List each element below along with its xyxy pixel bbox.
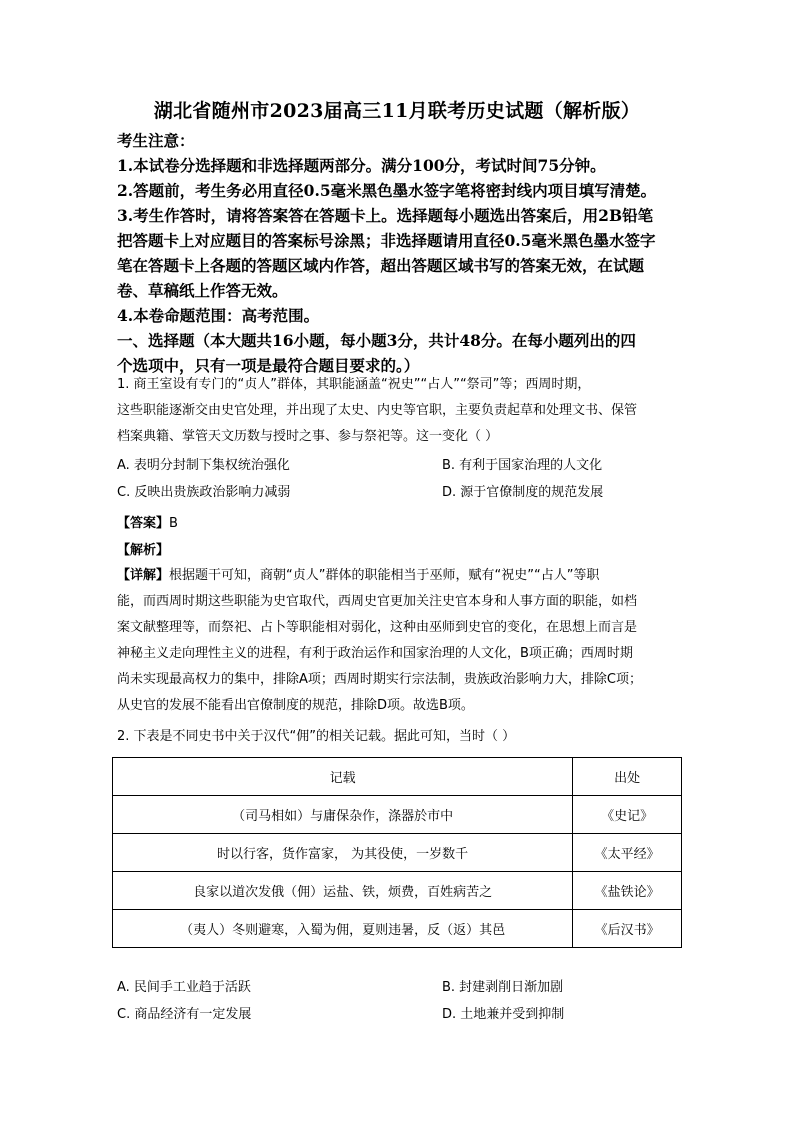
question-1-options: [117, 454, 687, 508]
table-row: [113, 910, 682, 948]
answer-label: 【答案】: [117, 516, 170, 531]
option-c: C. 反映出贵族政治影响力减弱: [117, 485, 291, 500]
option-row: [117, 481, 687, 508]
table-cell: 《盐铁论》: [573, 872, 682, 910]
exam-notice: [117, 128, 687, 378]
option-d: D. 源于官僚制度的规范发展: [442, 485, 604, 500]
table-row: [113, 872, 682, 910]
table-header: 记载: [113, 758, 573, 796]
table-header-row: [113, 758, 682, 796]
question-line: 1. 商王室设有专门的“贞人”群体，其职能涵盖“祝史”“占人”“祭司”等；西周时期，: [117, 377, 591, 392]
records-table: [112, 757, 682, 948]
detail-line: 尚未实现最高权力的集中，排除A项；西周时期实行宗法制，贵族政治影响力大，排除C项；: [117, 672, 642, 687]
detail-line: 能，而西周时期这些职能为史官取代，西周史官更加关注史官本身和人事方面的职能，如档: [117, 594, 638, 609]
option-row: [117, 976, 687, 1003]
question-1-stem: [117, 372, 687, 450]
notice-line: 2.答题前，考生务必用直径0.5毫米黑色墨水签字笔将密封线内项目填写清楚。: [117, 181, 657, 200]
notice-line: 4.本卷命题范围：高考范围。: [117, 306, 320, 325]
table-cell: 良家以道次发俄（佣）运盐、铁，烦费，百姓病苦之: [113, 872, 573, 910]
table-cell: 《史记》: [573, 796, 682, 834]
detail-label: 【详解】: [117, 568, 170, 583]
notice-heading: 考生注意：: [117, 131, 195, 150]
table-header: 出处: [573, 758, 682, 796]
question-line: 这些职能逐渐交由史官处理，并出现了太史、内史等官职，主要负责起草和处理文书、保管: [117, 403, 638, 418]
detail-text: 根据题干可知，商朝“贞人”群体的职能相当于巫师，赋有“祝史”“占人”等职: [169, 568, 600, 583]
section-heading: 个选项中，只有一项是最符合题目要求的。）: [117, 356, 420, 375]
section-heading: 一、选择题（本大题共16小题，每小题3分，共计48分。在每小题列出的四: [117, 331, 636, 350]
notice-line: 笔在答题卡上各题的答题区域内作答，超出答题区域书写的答案无效，在试题: [117, 256, 645, 275]
question-2-stem: [117, 724, 687, 750]
page-title: 湖北省随州市2023届高三11月联考历史试题（解析版）: [153, 100, 641, 122]
notice-line: 1.本试卷分选择题和非选择题两部分。满分100分，考试时间75分钟。: [117, 156, 606, 175]
table-row: [113, 834, 682, 872]
detail-line: 神秘主义走向理性主义的进程，有利于政治运作和国家治理的人文化，B项正确；西周时期: [117, 646, 633, 661]
question-2-options: [117, 976, 687, 1030]
option-b: B. 有利于国家治理的人文化: [442, 458, 603, 473]
table-cell: 《后汉书》: [573, 910, 682, 948]
question-line: 档案典籍、掌管天文历数与授时之事、参与祭祀等。这一变化（ ）: [117, 429, 499, 444]
option-a: A. 表明分封制下集权统治强化: [117, 458, 290, 473]
table-cell: （司马相如）与庸保杂作，涤器於市中: [113, 796, 573, 834]
table-cell: 《太平经》: [573, 834, 682, 872]
answer-value: B: [169, 516, 178, 531]
detail-line: 案文献整理等，而祭祀、占卜等职能相对弱化，这种由巫师到史官的变化，在思想上而言是: [117, 620, 638, 635]
analysis-label: 【解析】: [117, 543, 170, 558]
option-c: C. 商品经济有一定发展: [117, 1007, 252, 1022]
notice-line: 卷、草稿纸上作答无效。: [117, 281, 288, 300]
notice-line: 把答题卡上对应题目的答案标号涂黑；非选择题请用直径0.5毫米黑色墨水签字: [117, 231, 656, 250]
option-a: A. 民间手工业趋于活跃: [117, 980, 251, 995]
table-cell: （夷人）冬则避寒，入蜀为佣，夏则违暑，反（返）其邑: [113, 910, 573, 948]
option-row: [117, 1003, 687, 1030]
table-cell: 时以行客，货作富家， 为其役使，一岁数千: [113, 834, 573, 872]
question-1-detail: [117, 563, 687, 719]
question-line: 2. 下表是不同史书中关于汉代“佣”的相关记载。据此可知，当时（ ）: [117, 729, 516, 744]
table-row: [113, 796, 682, 834]
detail-line: [117, 563, 687, 589]
option-d: D. 土地兼并受到抑制: [442, 1007, 565, 1022]
option-row: [117, 454, 687, 481]
answer-line: [117, 512, 178, 531]
analysis-line: [117, 539, 169, 558]
detail-line: 从史官的发展不能看出官僚制度的规范，排除D项。故选B项。: [117, 698, 474, 713]
notice-line: 3.考生作答时，请将答案答在答题卡上。选择题每小题选出答案后，用2B铅笔: [117, 206, 654, 225]
option-b: B. 封建剥削日渐加剧: [442, 980, 564, 995]
